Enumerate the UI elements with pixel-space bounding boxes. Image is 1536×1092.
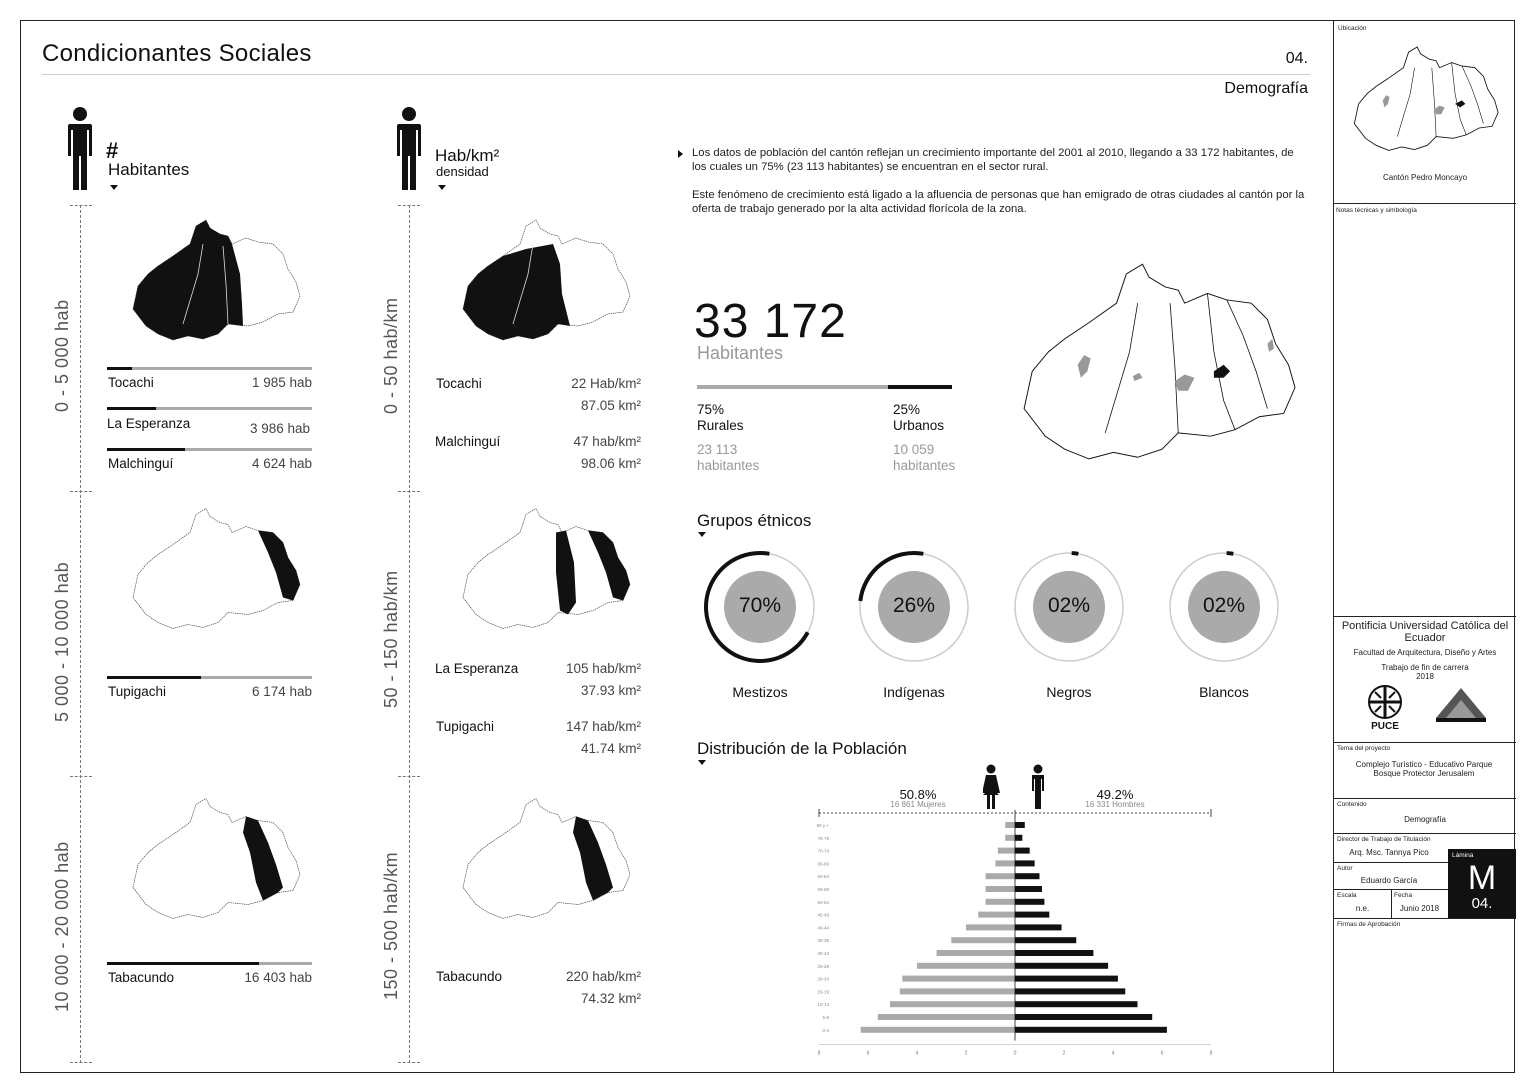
women-bar (902, 976, 1015, 982)
page-title: Condicionantes Sociales (42, 40, 312, 67)
population-bar-fill (107, 407, 156, 410)
women-bar (1005, 835, 1015, 841)
men-bar (1015, 937, 1076, 943)
title-divider (42, 74, 1310, 75)
tema-label: Tema del proyecto (1337, 745, 1391, 752)
population-axis (80, 205, 81, 1063)
women-bar (937, 950, 1015, 956)
urban-stat (893, 402, 955, 474)
women-percent: 50.8% (899, 787, 937, 802)
women-bar (917, 963, 1015, 969)
men-bar (1015, 912, 1049, 918)
x-tick-label: 2 (1062, 1050, 1066, 1057)
age-tick-label: 35-39 (817, 938, 829, 944)
intro-paragraph: Los datos de población del cantón reflejan un crecimiento importante del 2001 al 2010, llegando a 33 172 habitantes, de los cuales un 75% (23 113 habitantes) se encuentran en el sector rural. (692, 147, 1294, 173)
density-row (435, 661, 641, 705)
x-tick-label: 2 (964, 1050, 968, 1057)
canton-map-large (1016, 248, 1308, 480)
age-tick-label: 25-29 (817, 963, 829, 969)
age-tick-label: 0-4 (822, 1027, 829, 1033)
men-bar (1015, 950, 1093, 956)
total-number: 33 172 (694, 295, 847, 348)
canton-map (458, 500, 638, 640)
axis-tick (70, 491, 92, 492)
band-label: 5 000 - 10 000 hab (52, 561, 72, 722)
men-percent: 49.2% (1096, 787, 1134, 802)
women-bar (986, 899, 1015, 905)
population-bar-fill (107, 676, 201, 679)
axis-tick (398, 491, 420, 492)
ethnic-label: Mestizos (732, 684, 788, 700)
population-row (107, 407, 312, 436)
bullet-arrow-icon (678, 150, 683, 158)
men-bar (1015, 835, 1022, 841)
women-bar (978, 912, 1015, 918)
men-bar (1015, 1001, 1138, 1007)
lamina-letter: M (1467, 859, 1497, 897)
population-pyramid-chart (770, 808, 1230, 1064)
population-value: 1 985 hab (251, 375, 312, 390)
urban-bar-fill (888, 385, 952, 389)
density-heading: Hab/km² (435, 146, 500, 165)
x-tick-label: 4 (915, 1050, 919, 1057)
age-tick-label: 55-59 (817, 887, 829, 892)
contenido-label: Contenido (1337, 801, 1367, 808)
men-count: 16 331 Hombres (1085, 800, 1145, 809)
men-bar (1015, 1014, 1152, 1020)
notas-label: Notas técnicas y simbología (1336, 207, 1417, 214)
density-value: 47 hab/km² (573, 434, 641, 449)
density-value: 220 hab/km² (565, 969, 641, 984)
women-bar (951, 937, 1015, 943)
population-value: 3 986 hab (249, 421, 310, 436)
women-bar (998, 848, 1015, 854)
area-value: 87.05 km² (580, 398, 641, 413)
content-value: Demografía (1404, 815, 1446, 824)
population-bar-fill (107, 367, 132, 370)
dropdown-arrow-icon (110, 185, 118, 190)
density-value: 147 hab/km² (565, 719, 641, 734)
distribution-title: Distribución de la Población (697, 739, 907, 758)
women-bar (890, 1001, 1015, 1007)
axis-tick (398, 1062, 420, 1063)
men-bar (1015, 976, 1118, 982)
axis-tick (398, 205, 420, 206)
population-bar (107, 448, 312, 451)
canton-map (458, 790, 638, 930)
band-label: 0 - 50 hab/km (381, 297, 401, 414)
band-label: 0 - 5 000 hab (52, 299, 72, 412)
population-value: 4 624 hab (251, 456, 312, 471)
town-name: Tocachi (108, 375, 154, 390)
town-name: La Esperanza (107, 416, 191, 431)
population-row (107, 448, 312, 471)
university-name: Pontificia Universidad Católica del Ecuador (1341, 620, 1509, 644)
town-name: Tupigachi (436, 719, 495, 734)
age-tick-label: 75-79 (817, 835, 829, 841)
population-value: 16 403 hab (244, 970, 312, 985)
ethnic-label: Blancos (1199, 684, 1249, 700)
men-bar (1015, 924, 1062, 930)
ethnic-percent: 02% (1202, 594, 1246, 617)
x-tick-label: 8 (817, 1050, 821, 1057)
urban-percent: 25% (893, 402, 921, 417)
axis-tick (70, 776, 92, 777)
population-row (107, 367, 312, 390)
ring-arc (1072, 553, 1079, 555)
firmas-label: Firmas de Aprobación (1337, 921, 1401, 928)
area-value: 37.93 km² (580, 683, 641, 698)
scale-value: n.e. (1355, 904, 1370, 913)
age-tick-label: 80 y + (816, 823, 829, 828)
women-bar (900, 988, 1015, 994)
density-axis (409, 205, 410, 1063)
age-tick-label: 40-44 (817, 925, 829, 931)
section-title: Demografía (1224, 80, 1308, 97)
lamina-box (1448, 849, 1516, 918)
canton-map (128, 214, 308, 349)
faculty-logo (1432, 684, 1490, 724)
dropdown-arrow-icon (438, 185, 446, 190)
autor-label: Autor (1337, 865, 1353, 872)
axis-tick (398, 776, 420, 777)
x-tick-label: 4 (1111, 1050, 1115, 1057)
men-bar (1015, 899, 1044, 905)
ethnic-label: Indígenas (883, 684, 945, 700)
escala-label: Escala (1337, 892, 1357, 899)
canton-map (128, 500, 308, 640)
density-row (435, 434, 641, 478)
woman-icon (983, 764, 1001, 810)
women-bar (995, 860, 1015, 866)
men-bar (1015, 848, 1030, 854)
area-value: 98.06 km² (580, 456, 641, 471)
men-bar (1015, 963, 1108, 969)
man-icon (1030, 764, 1046, 810)
population-bar (107, 676, 312, 679)
women-bar (878, 1014, 1015, 1020)
men-bar (1015, 886, 1042, 892)
density-value: 22 Hab/km² (571, 376, 641, 391)
puce-logo-text: PUCE (1371, 721, 1399, 732)
lamina-number: 04. (1471, 895, 1493, 912)
population-bar-fill (107, 448, 185, 451)
lamina-label: Lámina (1452, 852, 1474, 859)
dropdown-arrow-icon (698, 760, 706, 765)
band-label: 10 000 - 20 000 hab (52, 841, 72, 1012)
rural-stat (697, 402, 759, 474)
rural-urban-bar (697, 385, 952, 389)
men-bar (1015, 860, 1035, 866)
ethnic-title: Grupos étnicos (697, 511, 812, 530)
population-bar-fill (107, 962, 259, 965)
band-label: 50 - 150 hab/km (381, 570, 401, 708)
author-name: Eduardo García (1360, 876, 1418, 885)
men-bar (1015, 873, 1040, 879)
director-name: Arq. Msc. Tannya Pico (1349, 848, 1429, 857)
women-count: 16 861 Mujeres (890, 800, 946, 809)
location-map (1350, 40, 1505, 160)
density-value: 105 hab/km² (565, 661, 641, 676)
urban-count: 10 059 (893, 442, 935, 457)
population-row (107, 676, 312, 699)
ring-arc (1227, 553, 1234, 555)
faculty-name: Facultad de Arquitectura, Diseño y Artes (1353, 648, 1497, 657)
dropdown-arrow-icon (698, 532, 706, 537)
town-name: Tocachi (436, 376, 482, 391)
rural-label: Rurales (697, 418, 744, 433)
women-bar (966, 924, 1015, 930)
town-name: Malchinguí (435, 434, 501, 449)
ethnic-label: Negros (1046, 684, 1092, 700)
age-tick-label: 70-74 (817, 848, 829, 854)
axis-tick (70, 1062, 92, 1063)
total-label: Habitantes (697, 343, 784, 363)
rural-count: 23 113 (697, 442, 738, 457)
density-row (436, 719, 641, 763)
age-tick-label: 65-69 (817, 861, 829, 867)
men-bar (1015, 988, 1125, 994)
women-bar (986, 886, 1015, 892)
ethnic-percent: 26% (892, 594, 936, 617)
ethnic-percent: 02% (1047, 594, 1091, 617)
director-label: Director de Trabajo de Titulación (1337, 836, 1431, 843)
urban-unit: habitantes (893, 458, 956, 473)
x-tick-label: 6 (1160, 1050, 1164, 1057)
ubicacion-label: Ubicación (1338, 25, 1367, 32)
ethnic-percent: 70% (738, 594, 782, 617)
density-subheading: densidad (436, 164, 489, 179)
population-heading: Habitantes (108, 160, 190, 179)
person-icon (68, 106, 102, 192)
rural-percent: 75% (697, 402, 725, 417)
age-tick-label: 15-19 (817, 989, 829, 995)
density-row (436, 969, 641, 1013)
population-row (107, 962, 312, 985)
men-bar (1015, 822, 1025, 828)
canton-map (458, 214, 638, 349)
town-name: Malchinguí (108, 456, 174, 471)
area-value: 74.32 km² (580, 991, 641, 1006)
population-bar (107, 367, 312, 370)
density-row (436, 376, 641, 420)
x-tick-label: 8 (1209, 1050, 1213, 1057)
age-tick-label: 50-54 (817, 899, 829, 905)
canton-map (128, 790, 308, 930)
work-type: Trabajo de fin de carrera (1381, 663, 1469, 672)
project-theme: Complejo Turístico - Educativo Parque Bosque Protector Jerusalem (1355, 760, 1493, 778)
age-tick-label: 45-49 (817, 912, 829, 918)
town-name: La Esperanza (435, 661, 519, 676)
band-label: 150 - 500 hab/km (381, 851, 401, 1000)
sheet-number: 04. (1285, 50, 1308, 67)
map-caption: Cantón Pedro Moncayo (1382, 173, 1468, 182)
age-tick-label: 10-14 (817, 1002, 829, 1008)
fecha-label: Fecha (1394, 892, 1413, 899)
town-name: Tabacundo (436, 969, 503, 984)
population-bar (107, 407, 312, 410)
urban-label: Urbanos (893, 418, 945, 433)
x-tick-label: 0 (1013, 1050, 1017, 1057)
age-tick-label: 30-34 (817, 951, 829, 956)
women-bar (861, 1027, 1015, 1033)
title-block (1333, 20, 1515, 1073)
population-bar (107, 962, 312, 965)
area-value: 41.74 km² (580, 741, 641, 756)
men-bar (1015, 1027, 1167, 1033)
town-name: Tupigachi (108, 684, 167, 699)
hash-icon: # (106, 138, 119, 163)
work-year: 2018 (1416, 672, 1434, 681)
age-tick-label: 60-64 (817, 874, 829, 880)
town-name: Tabacundo (108, 970, 175, 985)
population-value: 6 174 hab (251, 684, 312, 699)
rural-unit: habitantes (697, 458, 760, 473)
women-bar (986, 873, 1015, 879)
axis-tick (70, 205, 92, 206)
women-bar (1005, 822, 1015, 828)
puce-cross-logo (1367, 684, 1403, 720)
age-tick-label: 5-9 (822, 1015, 829, 1020)
age-tick-label: 20-24 (817, 976, 829, 982)
intro-paragraph: Este fenómeno de crecimiento está ligado a la afluencia de personas que han emigrado de otras ciudades al cantón por la oferta de trabajo generado por la alta actividad florícola de la zona. (692, 189, 1305, 215)
person-icon (397, 106, 431, 192)
date-value: Junio 2018 (1399, 904, 1440, 913)
x-tick-label: 6 (866, 1050, 870, 1057)
